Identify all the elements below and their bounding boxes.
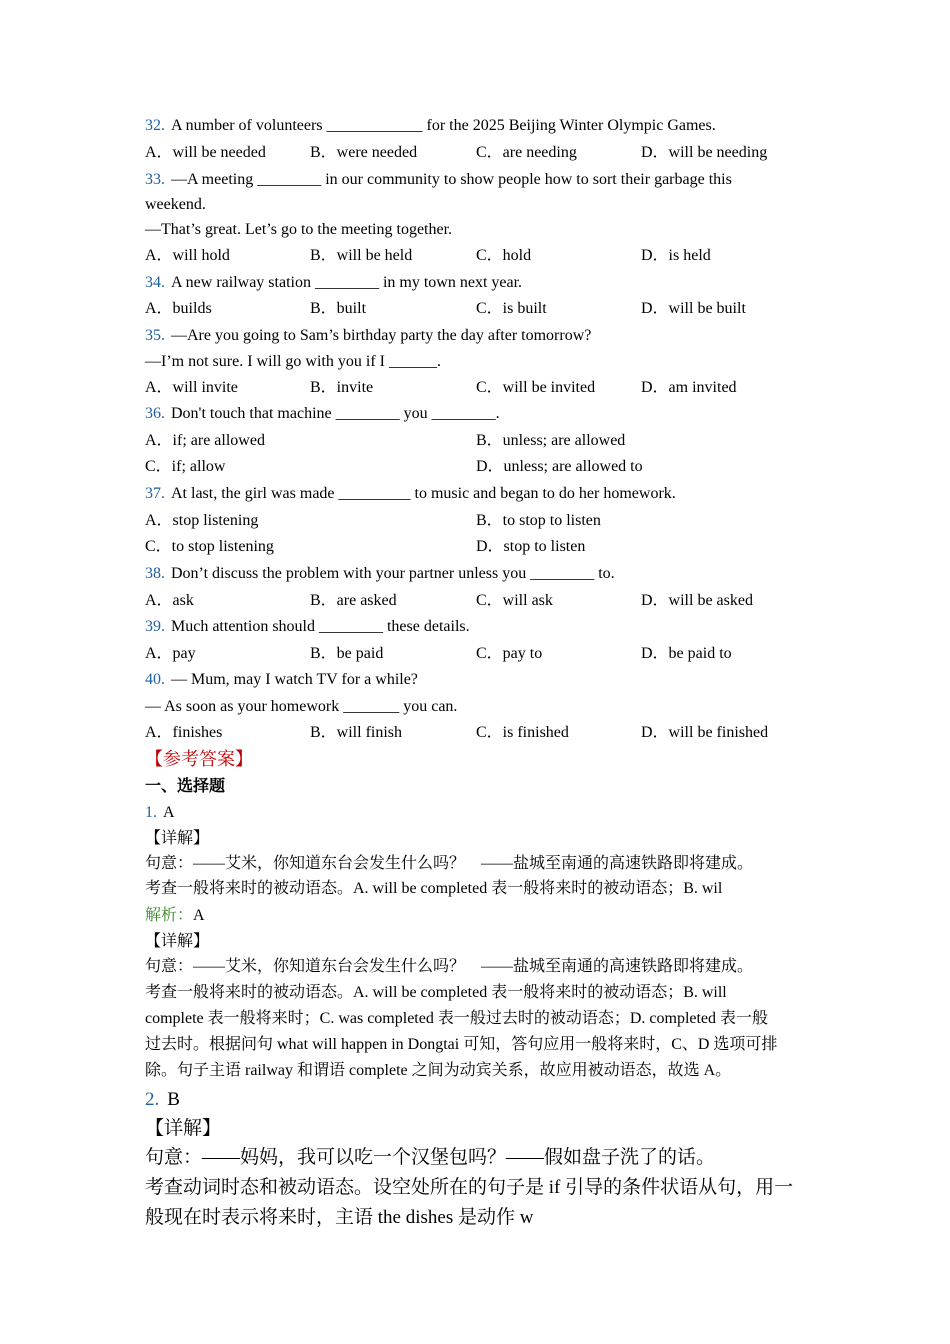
option-b: B．unless; are allowed bbox=[476, 432, 626, 449]
explanation-line: 句意：——妈妈，我可以吃一个汉堡包吗？——假如盘子洗了的话。 bbox=[145, 1147, 716, 1168]
question-continuation: — As soon as your homework _______ you can. bbox=[145, 698, 458, 715]
question-39 bbox=[145, 617, 470, 637]
question-38 bbox=[145, 564, 615, 584]
explanation-line: 考查一般将来时的被动语态。A. will be completed 表一般将来时的被动语态；B. will bbox=[145, 984, 727, 1001]
question-text: A new railway station ________ in my town next year. bbox=[171, 274, 523, 291]
question-number: 36. bbox=[145, 405, 165, 422]
question-33 bbox=[145, 170, 732, 190]
option-d: D．be paid to bbox=[641, 645, 732, 662]
question-text: Don't touch that machine ________ you ________. bbox=[171, 405, 500, 422]
question-number: 35. bbox=[145, 327, 165, 344]
option-b: B．will finish bbox=[310, 724, 403, 741]
answer-letter: B bbox=[167, 1089, 180, 1110]
question-number: 39. bbox=[145, 618, 165, 635]
option-c: C．if; allow bbox=[145, 458, 226, 475]
option-c: C．is finished bbox=[476, 724, 569, 741]
question-text: —A meeting ________ in our community to show people how to sort their garbage this bbox=[171, 171, 732, 188]
option-c: C．pay to bbox=[476, 645, 543, 662]
option-b: B．be paid bbox=[310, 645, 384, 662]
question-number: 37. bbox=[145, 485, 165, 502]
option-a: A．stop listening bbox=[145, 512, 259, 529]
answer-number: 2. bbox=[145, 1089, 160, 1110]
option-d: D．will be asked bbox=[641, 592, 753, 609]
answer-text-truncated: 考查一般将来时的被动语态。A. will be completed 表一般将来时的被动语态；B. wil bbox=[145, 880, 723, 897]
question-continuation: —I’m not sure. I will go with you if I ______. bbox=[145, 353, 441, 370]
answer-heading: 【参考答案】 bbox=[145, 749, 253, 769]
question-text: A number of volunteers ____________ for the 2025 Beijing Winter Olympic Games. bbox=[171, 117, 716, 134]
explanation-line: complete 表一般将来时；C. was completed 表一般过去时的被动语态；D. completed 表一般 bbox=[145, 1010, 769, 1027]
explanation-line: 考查动词时态和被动语态。设空处所在的句子是 if 引导的条件状语从句，用一 bbox=[145, 1177, 794, 1198]
analysis-answer: A bbox=[193, 907, 205, 924]
option-a: A．will hold bbox=[145, 247, 230, 264]
option-a: A．builds bbox=[145, 300, 212, 317]
option-a: A．pay bbox=[145, 645, 196, 662]
option-b: B．to stop to listen bbox=[476, 512, 601, 529]
option-c: C．is built bbox=[476, 300, 547, 317]
option-d: D．stop to listen bbox=[476, 538, 586, 555]
question-32 bbox=[145, 116, 716, 136]
option-a: A．finishes bbox=[145, 724, 223, 741]
option-b: B．will be held bbox=[310, 247, 413, 264]
question-35 bbox=[145, 326, 591, 346]
detail-label: 【详解】 bbox=[145, 830, 210, 847]
question-text: —Are you going to Sam’s birthday party the day after tomorrow? bbox=[171, 327, 592, 344]
option-a: A．will invite bbox=[145, 379, 238, 396]
question-text: At last, the girl was made _________ to music and began to do her homework. bbox=[171, 485, 676, 502]
answer-meaning: 句意：——艾米，你知道东台会发生什么吗？ ——盐城至南通的高速铁路即将建成。 bbox=[145, 855, 754, 872]
analysis-line bbox=[145, 906, 205, 926]
option-b: B．built bbox=[310, 300, 367, 317]
answer-1 bbox=[145, 803, 175, 823]
question-34 bbox=[145, 273, 522, 293]
question-continuation: —That’s great. Let’s go to the meeting together. bbox=[145, 221, 453, 238]
detail-label: 【详解】 bbox=[145, 933, 210, 950]
explanation-line: 般现在时表示将来时，主语 the dishes 是动作 w bbox=[145, 1207, 534, 1228]
explanation-line: 除。句子主语 railway 和谓语 complete 之间为动宾关系，故应用被动语态，故选 A。 bbox=[145, 1062, 732, 1079]
option-b: B．invite bbox=[310, 379, 374, 396]
question-continuation: weekend. bbox=[145, 196, 206, 213]
option-d: D．will be built bbox=[641, 300, 746, 317]
analysis-label: 解析： bbox=[145, 907, 194, 924]
answer-2 bbox=[145, 1088, 180, 1112]
question-text: Don’t discuss the problem with your partner unless you ________ to. bbox=[171, 565, 615, 582]
option-a: A．will be needed bbox=[145, 144, 266, 161]
option-c: C．are needing bbox=[476, 144, 577, 161]
option-c: C．hold bbox=[476, 247, 532, 264]
question-number: 33. bbox=[145, 171, 165, 188]
answer-letter: A bbox=[163, 804, 175, 821]
explanation-line: 过去时。根据问句 what will happen in Dongtai 可知，答句应用一般将来时，C、D 选项可排 bbox=[145, 1036, 778, 1053]
option-d: D．will be finished bbox=[641, 724, 769, 741]
option-b: B．were needed bbox=[310, 144, 418, 161]
explanation-line: 句意：——艾米，你知道东台会发生什么吗？ ——盐城至南通的高速铁路即将建成。 bbox=[145, 958, 754, 975]
option-c: C．will be invited bbox=[476, 379, 596, 396]
question-number: 38. bbox=[145, 565, 165, 582]
option-d: D．unless; are allowed to bbox=[476, 458, 643, 475]
question-text: — Mum, may I watch TV for a while? bbox=[171, 671, 418, 688]
question-number: 40. bbox=[145, 671, 165, 688]
option-a: A．if; are allowed bbox=[145, 432, 265, 449]
question-40 bbox=[145, 670, 418, 690]
option-c: C．will ask bbox=[476, 592, 553, 609]
question-36 bbox=[145, 404, 500, 424]
question-number: 34. bbox=[145, 274, 165, 291]
question-number: 32. bbox=[145, 117, 165, 134]
option-c: C．to stop listening bbox=[145, 538, 274, 555]
option-d: D．is held bbox=[641, 247, 711, 264]
option-d: D．will be needing bbox=[641, 144, 768, 161]
option-d: D．am invited bbox=[641, 379, 737, 396]
detail-label: 【详解】 bbox=[145, 1118, 222, 1139]
answer-number: 1. bbox=[145, 804, 157, 821]
question-37 bbox=[145, 484, 676, 504]
option-a: A．ask bbox=[145, 592, 194, 609]
question-text: Much attention should ________ these details. bbox=[171, 618, 470, 635]
option-b: B．are asked bbox=[310, 592, 397, 609]
section-title: 一、选择题 bbox=[145, 778, 226, 795]
